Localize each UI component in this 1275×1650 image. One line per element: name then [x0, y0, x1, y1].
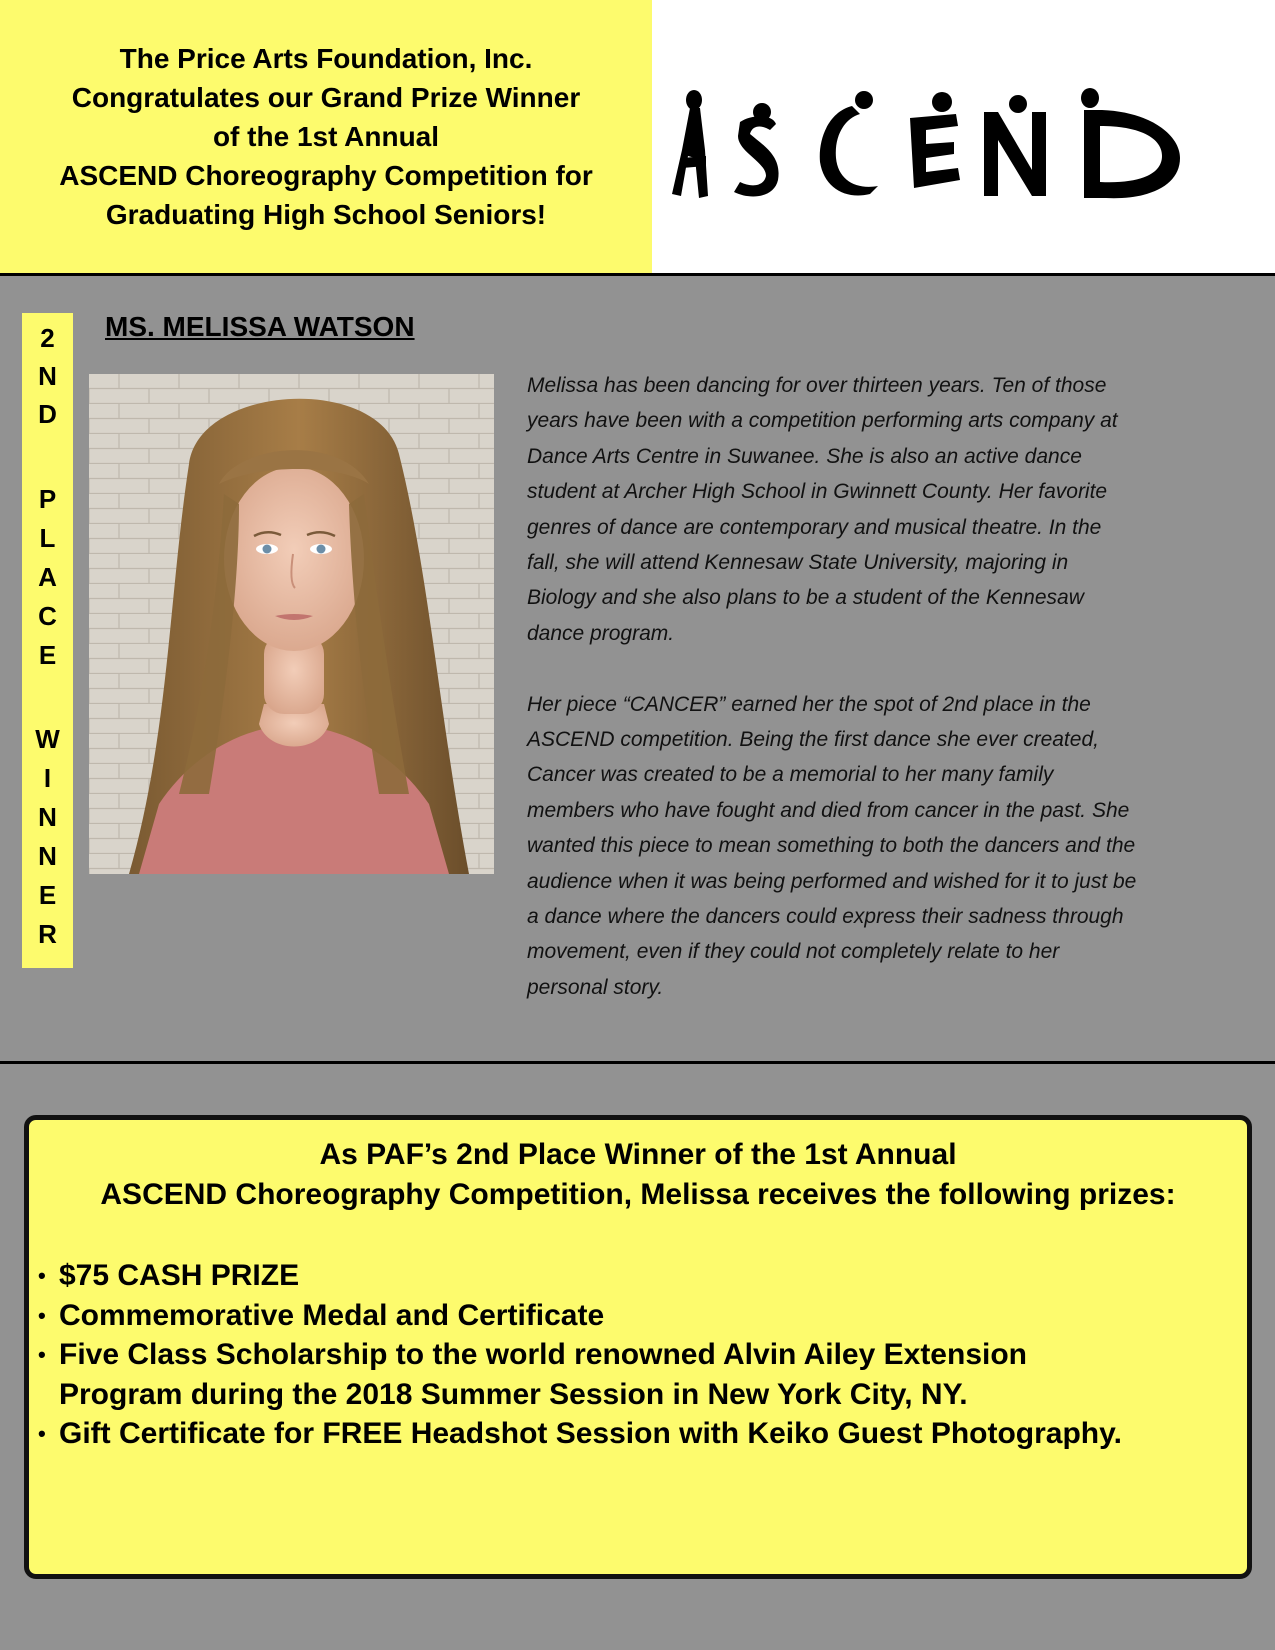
prize-heading — [29, 1135, 1247, 1215]
divider-bottom — [0, 1061, 1275, 1064]
bio-line: fall, she will attend Kennesaw State University, majoring in — [527, 551, 1069, 575]
bio-line: dance program. — [527, 621, 675, 645]
banner-letter: 2 — [40, 323, 55, 353]
logo-letter-n-figure — [984, 95, 1046, 196]
banner-letter: L — [39, 523, 56, 553]
bio-line: student at Archer High School in Gwinnett County. Her favorite — [527, 480, 1108, 504]
banner-letter: N — [38, 841, 57, 871]
winner-name: MS. MELISSA WATSON — [105, 311, 415, 342]
logo-letter-s-figure — [734, 103, 779, 196]
bio-line: Dance Arts Centre in Suwanee. She is also an active dance — [527, 444, 1082, 468]
header-title — [51, 39, 601, 234]
winner-photo — [89, 374, 494, 874]
banner-letter: E — [38, 640, 57, 670]
bio-line: movement, even if they could not completely relate to her — [527, 940, 1060, 964]
banner-letter: N — [38, 361, 57, 391]
logo-letter-e-figure — [910, 92, 960, 188]
logo-letter-a-figure — [672, 90, 708, 198]
banner-letter: C — [38, 601, 57, 631]
banner-letter: R — [38, 919, 57, 949]
prize-heading-line: ASCEND Choreography Competition, Melissa receives the following prizes: — [100, 1178, 1176, 1211]
header-title-line: The Price Arts Foundation, Inc. — [119, 43, 533, 74]
bio-line: Biology and she also plans to be a student of the Kennesaw — [527, 586, 1084, 610]
bio-paragraph-1 — [527, 368, 1247, 651]
prize-item: • Gift Certificate for FREE Headshot Session with Keiko Guest Photography. — [34, 1414, 1122, 1454]
header-title-line: Graduating High School Seniors! — [105, 199, 547, 230]
prize-item: • $75 CASH PRIZE — [34, 1256, 1122, 1296]
prize-item — [34, 1335, 1122, 1414]
bio-line: wanted this piece to mean something to both the dancers and the — [527, 834, 1136, 858]
bio-line: years have been with a competition performing arts company at — [527, 409, 1118, 433]
logo-letter-c-figure — [820, 91, 878, 196]
banner-letter: W — [35, 724, 60, 754]
divider-top — [0, 273, 1275, 276]
bio-line: Cancer was created to be a memorial to her many family — [527, 763, 1054, 787]
logo-letter-d-figure — [1081, 88, 1180, 198]
banner-letter: A — [38, 562, 57, 592]
prize-item-text: Five Class Scholarship to the world renowned Alvin Ailey Extension — [59, 1338, 1027, 1371]
bio-line: personal story. — [527, 975, 664, 999]
bio-line: a dance where the dancers could express their sadness through — [527, 905, 1124, 929]
header-title-line: Congratulates our Grand Prize Winner — [71, 82, 581, 113]
bio-line: Melissa has been dancing for over thirteen years. Ten of those — [527, 374, 1107, 397]
banner-letter: I — [43, 763, 52, 793]
header-title-line: ASCEND Choreography Competition for — [59, 160, 593, 191]
banner-letter: N — [38, 802, 57, 832]
bio-line: genres of dance are contemporary and musical theatre. In the — [527, 515, 1102, 539]
bio-line: ASCEND competition. Being the first dance she ever created, — [527, 728, 1099, 752]
bio-paragraph-2 — [527, 687, 1247, 1006]
banner-letter: D — [38, 399, 57, 429]
logo-panel — [652, 0, 1275, 273]
bio-line: audience when it was being performed and wished for it to just be — [527, 869, 1137, 893]
winner-portrait-image — [89, 374, 494, 874]
prize-list — [34, 1256, 1122, 1454]
header-title-line: of the 1st Annual — [212, 121, 440, 152]
winner-bio — [527, 368, 1247, 1005]
prize-item: • Commemorative Medal and Certificate — [34, 1296, 1122, 1336]
banner-letter: P — [38, 484, 57, 514]
prize-item-continuation: Program during the 2018 Summer Session in New York City, NY. — [59, 1377, 968, 1411]
bio-line: members who have fought and died from cancer in the past. She — [527, 798, 1130, 822]
place-banner — [22, 313, 73, 968]
prize-box — [24, 1115, 1252, 1579]
bio-line: Her piece “CANCER” earned her the spot of 2nd place in the — [527, 692, 1091, 716]
header-title-panel — [0, 0, 652, 273]
prize-heading-line: As PAF’s 2nd Place Winner of the 1st Annual — [319, 1138, 957, 1171]
banner-letter: E — [38, 880, 57, 910]
ascend-logo — [652, 0, 1275, 273]
